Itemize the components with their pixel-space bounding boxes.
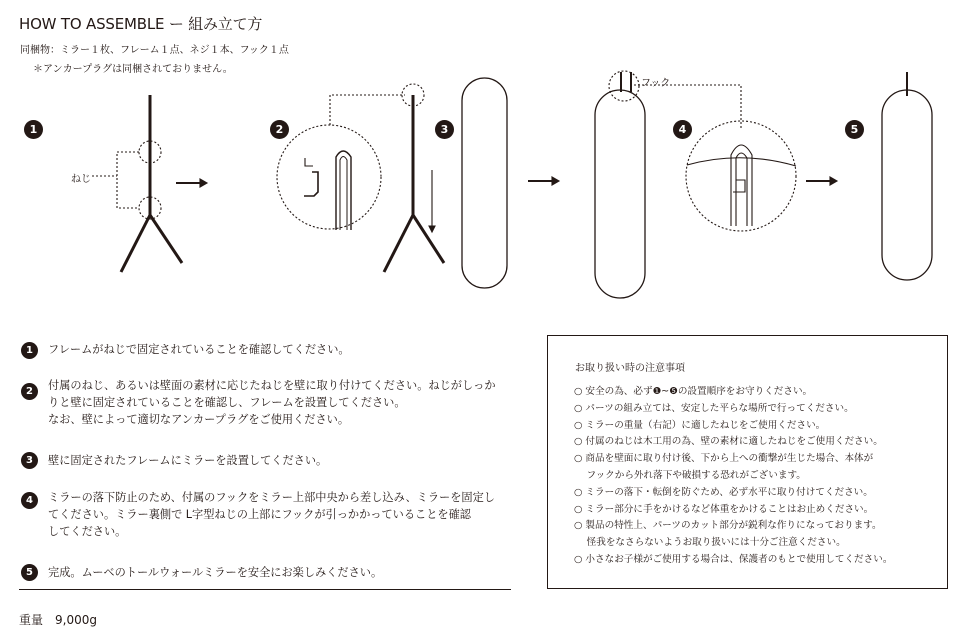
caution-item: ○ 製品の特性上、パーツのカット部分が鋭利な作りになっております。 (574, 520, 882, 532)
caution-item: フックから外れ落下や破損する恐れがございます。 (574, 469, 806, 481)
instruction-line: フレームがねじで固定されていることを確認してください。 (48, 343, 350, 356)
step-badge-3: 3 (435, 120, 454, 139)
caution-item: ○ 安全の為、必ず❶~❺の設置順序をお守りください。 (574, 386, 813, 397)
instruction-line: ミラーの落下防止のため、付属のフックをミラー上部中央から差し込み、ミラーを固定し (48, 491, 495, 504)
step-badge-1: 1 (24, 120, 43, 139)
step3-mirror-illustration (462, 78, 507, 288)
instruction-line: なお、壁によって適切なアンカープラグをご使用ください。 (48, 413, 350, 426)
caution-item: ○ 商品を壁面に取り付け後、下から上への衝撃が生じた場合、本体が (574, 453, 874, 465)
product-weight: 重量 9,000g (19, 613, 97, 627)
instruction-2 (48, 377, 496, 428)
instruction-number: 1 (21, 342, 38, 359)
step4-illustration (595, 71, 796, 298)
caution-item: ○ ミラーの重量（右記）に適したねじをご使用ください。 (574, 419, 826, 431)
arrow-3 (806, 177, 837, 185)
step-badge-5: 5 (845, 120, 864, 139)
caution-item: ○ ミラーの落下・転倒を防ぐため、必ず水平に取り付けてください。 (574, 486, 873, 498)
page-title: HOW TO ASSEMBLE ー 組み立て方 (19, 15, 263, 33)
instruction-line: 付属のねじ、あるいは壁面の素材に応じたねじを壁に取り付けてください。ねじがしっか (48, 379, 496, 392)
instruction-line: りと壁に固定されていることを確認し、フレームを設置してください。 (48, 396, 406, 409)
divider (19, 589, 511, 590)
instruction-3 (48, 452, 327, 469)
instruction-5 (48, 564, 382, 581)
hook-label: フック (641, 78, 671, 89)
instruction-line: してください。 (48, 525, 127, 538)
instruction-line: てください。ミラー裏側で L字型ねじの上部にフックが引っかかっていることを確認 (48, 508, 471, 521)
instruction-line: 完成。ムーベのトールウォールミラーを安全にお楽しみください。 (48, 566, 383, 579)
step1-frame-illustration (92, 95, 182, 272)
package-contents: 同梱物：ミラー１枚、フレーム１点、ネジ１本、フック１点 (20, 45, 289, 56)
caution-item: ○ ミラー部分に手をかけるなど体重をかけることはお止めください。 (574, 503, 874, 515)
arrow-2 (528, 177, 559, 185)
caution-item: ○ パーツの組み立ては、安定した平らな場所で行ってください。 (574, 402, 854, 414)
anchor-note: ＊アンカープラグは同梱されておりません。 (33, 64, 233, 75)
instruction-number: 2 (21, 383, 38, 400)
instruction-number: 3 (21, 452, 38, 469)
instruction-number: 4 (21, 492, 38, 509)
caution-item: 怪我をなさらないようお取り扱いには十分ご注意ください。 (574, 537, 846, 549)
screw-label: ねじ (71, 174, 91, 185)
arrow-1 (176, 179, 207, 187)
instruction-4 (48, 489, 495, 540)
caution-item: ○ 付属のねじは木工用の為、壁の素材に適したねじをご使用ください。 (574, 436, 883, 448)
instruction-1 (48, 341, 350, 358)
caution-title: お取り扱い時の注意事項 (575, 363, 685, 374)
step2-illustration (277, 84, 444, 272)
instruction-line: 壁に固定されたフレームにミラーを設置してください。 (48, 454, 328, 467)
caution-item: ○ 小さなお子様がご使用する場合は、保護者のもとで使用してください。 (574, 553, 893, 565)
step5-mirror-illustration (882, 72, 932, 280)
step-badge-2: 2 (270, 120, 289, 139)
caution-list (574, 384, 892, 569)
instruction-number: 5 (21, 564, 38, 581)
step-badge-4: 4 (673, 120, 692, 139)
